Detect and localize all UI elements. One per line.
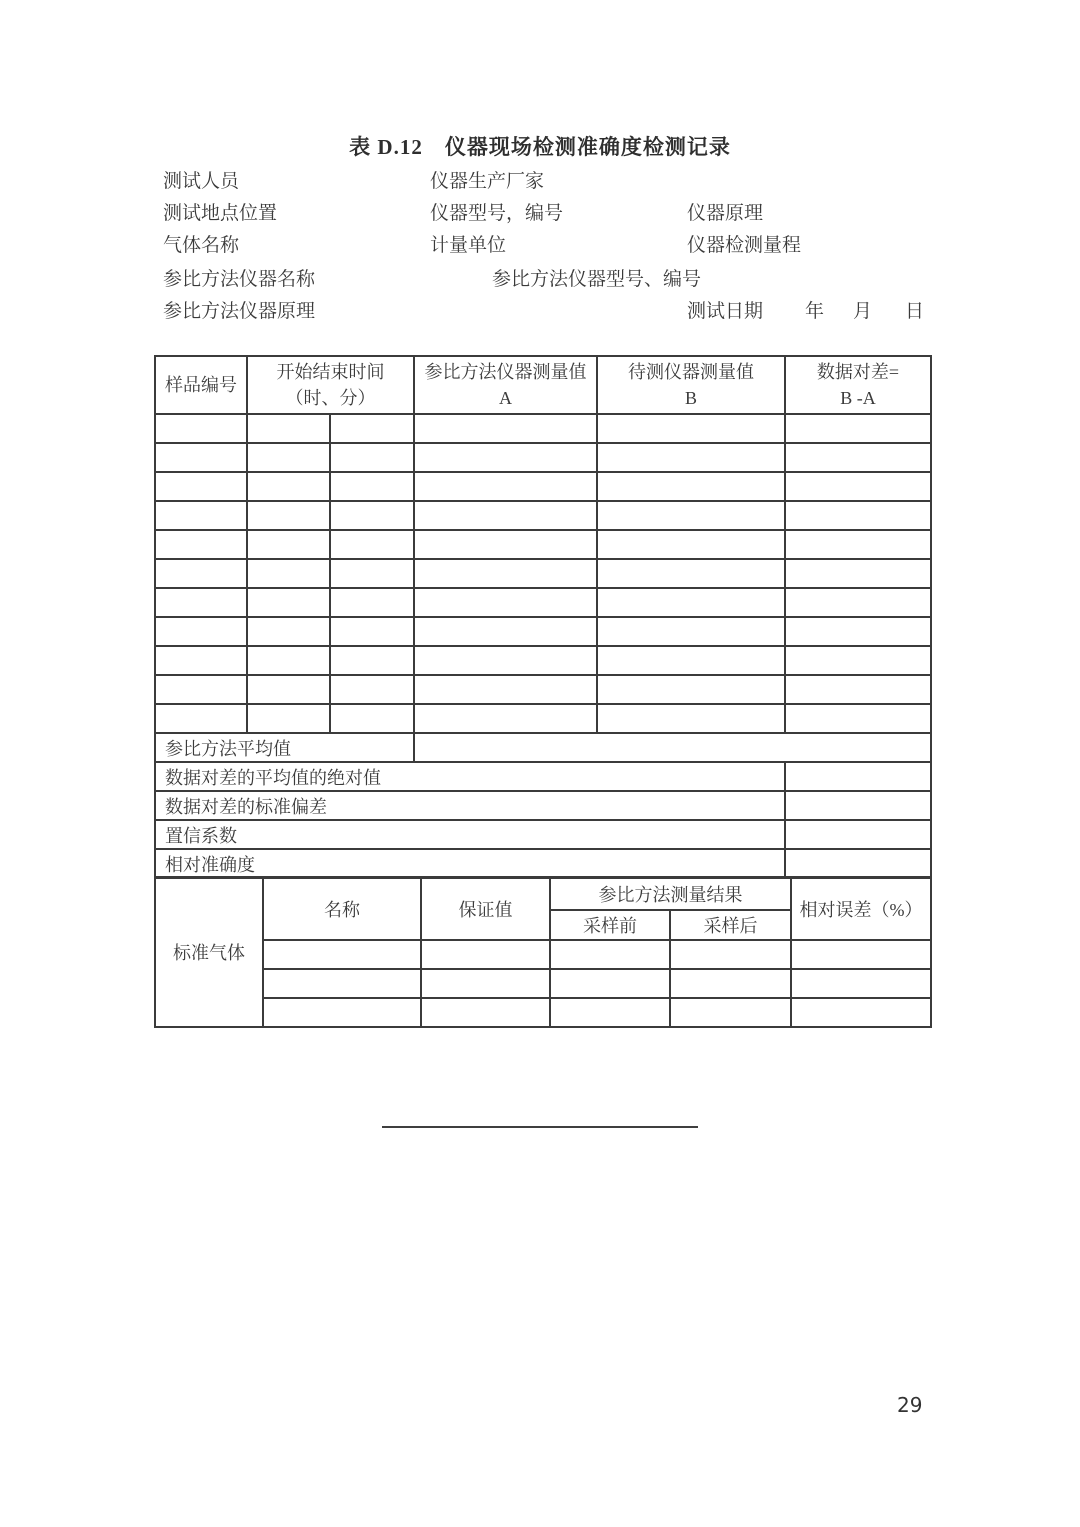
empty-cell: [247, 617, 330, 646]
header-ref-value-line2: A: [499, 388, 512, 408]
empty-cell: [247, 559, 330, 588]
header-diff-line1: 数据对差=: [816, 362, 900, 382]
empty-data-row: [155, 675, 931, 704]
diff-std-label: 数据对差的标准偏差: [155, 791, 785, 820]
empty-cell: [421, 998, 550, 1027]
empty-cell: [414, 501, 597, 530]
empty-cell: [414, 646, 597, 675]
empty-cell: [263, 969, 421, 998]
empty-cell: [785, 443, 931, 472]
empty-cell: [155, 414, 247, 443]
empty-cell: [670, 940, 791, 969]
empty-cell: [785, 675, 931, 704]
empty-data-row: [155, 472, 931, 501]
field-gas-name: 气体名称: [163, 235, 240, 256]
ref-mean-label: 参比方法平均值: [155, 733, 414, 762]
empty-cell: [330, 501, 414, 530]
empty-cell: [414, 617, 597, 646]
empty-data-row: [155, 617, 931, 646]
empty-cell: [155, 704, 247, 733]
empty-cell: [155, 501, 247, 530]
empty-cell: [247, 501, 330, 530]
empty-cell: [414, 559, 597, 588]
empty-cell: [785, 646, 931, 675]
diff-std-row: [155, 791, 931, 820]
empty-cell: [414, 414, 597, 443]
empty-cell: [155, 559, 247, 588]
confidence-row: [155, 820, 931, 849]
accuracy-record-table: [154, 355, 932, 879]
empty-cell: [330, 472, 414, 501]
empty-cell: [263, 998, 421, 1027]
empty-data-row: [155, 443, 931, 472]
empty-cell: [330, 675, 414, 704]
relative-accuracy-value-cell: [785, 849, 931, 878]
field-date-month: 月: [853, 301, 873, 322]
empty-cell: [550, 998, 670, 1027]
gas-empty-row: [155, 940, 931, 969]
diff-mean-abs-row: [155, 762, 931, 791]
empty-cell: [597, 414, 785, 443]
empty-cell: [155, 646, 247, 675]
empty-cell: [155, 472, 247, 501]
header-test-value-line2: B: [684, 388, 697, 408]
field-test-person: 测试人员: [163, 171, 240, 192]
empty-cell: [785, 472, 931, 501]
empty-cell: [791, 940, 931, 969]
empty-data-row: [155, 646, 931, 675]
signature-line: [382, 1126, 698, 1128]
empty-cell: [155, 530, 247, 559]
empty-cell: [330, 559, 414, 588]
empty-cell: [597, 443, 785, 472]
empty-cell: [597, 530, 785, 559]
empty-cell: [670, 998, 791, 1027]
empty-cell: [330, 530, 414, 559]
empty-cell: [597, 472, 785, 501]
empty-data-row: [155, 704, 931, 733]
field-instrument-range: 仪器检测量程: [687, 235, 802, 256]
empty-cell: [155, 617, 247, 646]
field-instrument-model: 仪器型号，编号: [430, 203, 564, 224]
field-date-year: 年: [805, 301, 825, 322]
relative-accuracy-label: 相对准确度: [155, 849, 785, 878]
page-title: 表 D.12 仪器现场检测准确度检测记录: [349, 135, 731, 159]
empty-cell: [330, 704, 414, 733]
empty-cell: [597, 646, 785, 675]
relative-accuracy-row: [155, 849, 931, 878]
diff-std-value-cell: [785, 791, 931, 820]
header-sample-no: [155, 356, 247, 414]
gas-header-before-sampling: 采样前: [550, 910, 670, 940]
header-time-line1: 开始结束时间: [276, 362, 385, 382]
empty-cell: [785, 588, 931, 617]
header-test-value: [597, 356, 785, 414]
empty-cell: [414, 675, 597, 704]
field-instrument-principle: 仪器原理: [687, 203, 764, 224]
empty-cell: [785, 414, 931, 443]
empty-cell: [597, 501, 785, 530]
confidence-value-cell: [785, 820, 931, 849]
empty-cell: [247, 588, 330, 617]
empty-cell: [414, 704, 597, 733]
field-ref-instrument-name: 参比方法仪器名称: [163, 269, 316, 290]
gas-header-name: 名称: [263, 877, 421, 940]
header-diff: [785, 356, 931, 414]
empty-cell: [247, 472, 330, 501]
empty-cell: [263, 940, 421, 969]
empty-cell: [155, 588, 247, 617]
empty-cell: [785, 704, 931, 733]
empty-cell: [597, 704, 785, 733]
empty-data-row: [155, 588, 931, 617]
field-date-day: 日: [905, 301, 925, 322]
empty-cell: [597, 617, 785, 646]
empty-cell: [785, 559, 931, 588]
empty-cell: [670, 969, 791, 998]
empty-cell: [247, 530, 330, 559]
table-header-row: [155, 356, 931, 414]
empty-cell: [597, 675, 785, 704]
ref-mean-value-cell: [414, 733, 931, 762]
confidence-label: 置信系数: [155, 820, 785, 849]
empty-cell: [330, 588, 414, 617]
field-test-location: 测试地点位置: [163, 203, 278, 224]
empty-cell: [597, 559, 785, 588]
empty-cell: [414, 443, 597, 472]
empty-cell: [785, 501, 931, 530]
page-number: 29: [897, 1393, 923, 1417]
gas-header-ref-result: 参比方法测量结果: [550, 877, 791, 910]
empty-cell: [330, 617, 414, 646]
header-ref-value-line1: 参比方法仪器测量值: [424, 362, 587, 382]
empty-cell: [597, 588, 785, 617]
empty-cell: [421, 940, 550, 969]
empty-cell: [414, 472, 597, 501]
empty-data-row: [155, 530, 931, 559]
gas-header-relative-error: 相对误差（%）: [791, 877, 931, 940]
empty-cell: [414, 588, 597, 617]
standard-gas-label: 标准气体: [155, 877, 263, 1027]
diff-mean-abs-value-cell: [785, 762, 931, 791]
empty-data-row: [155, 414, 931, 443]
empty-cell: [330, 414, 414, 443]
gas-empty-row: [155, 969, 931, 998]
header-sample-no-label: 样品编号: [165, 375, 237, 395]
empty-cell: [550, 940, 670, 969]
empty-cell: [247, 704, 330, 733]
empty-cell: [247, 414, 330, 443]
gas-header-guaranteed: 保证值: [421, 877, 550, 940]
gas-header-after-sampling: 采样后: [670, 910, 791, 940]
field-ref-instrument-principle: 参比方法仪器原理: [163, 301, 316, 322]
empty-cell: [247, 675, 330, 704]
empty-cell: [791, 998, 931, 1027]
empty-cell: [550, 969, 670, 998]
gas-header-row-1: [155, 877, 931, 910]
empty-cell: [785, 530, 931, 559]
empty-cell: [785, 617, 931, 646]
empty-cell: [414, 530, 597, 559]
empty-data-row: [155, 559, 931, 588]
standard-gas-table: [154, 876, 932, 1028]
empty-data-row: [155, 501, 931, 530]
ref-mean-row: [155, 733, 931, 762]
field-ref-instrument-model: 参比方法仪器型号、编号: [492, 269, 702, 290]
empty-cell: [330, 646, 414, 675]
empty-cell: [155, 675, 247, 704]
field-test-date: 测试日期: [687, 301, 764, 322]
field-manufacturer: 仪器生产厂家: [430, 171, 545, 192]
header-time-line2: （时、分）: [285, 388, 376, 408]
header-test-value-line1: 待测仪器测量值: [628, 362, 754, 382]
field-measure-unit: 计量单位: [430, 235, 507, 256]
empty-cell: [421, 969, 550, 998]
header-diff-line2: B -A: [840, 388, 876, 408]
diff-mean-abs-label: 数据对差的平均值的绝对值: [155, 762, 785, 791]
header-ref-value: [414, 356, 597, 414]
empty-cell: [247, 443, 330, 472]
gas-empty-row: [155, 998, 931, 1027]
header-time: [247, 356, 414, 414]
empty-cell: [791, 969, 931, 998]
empty-cell: [330, 443, 414, 472]
empty-cell: [247, 646, 330, 675]
empty-cell: [155, 443, 247, 472]
